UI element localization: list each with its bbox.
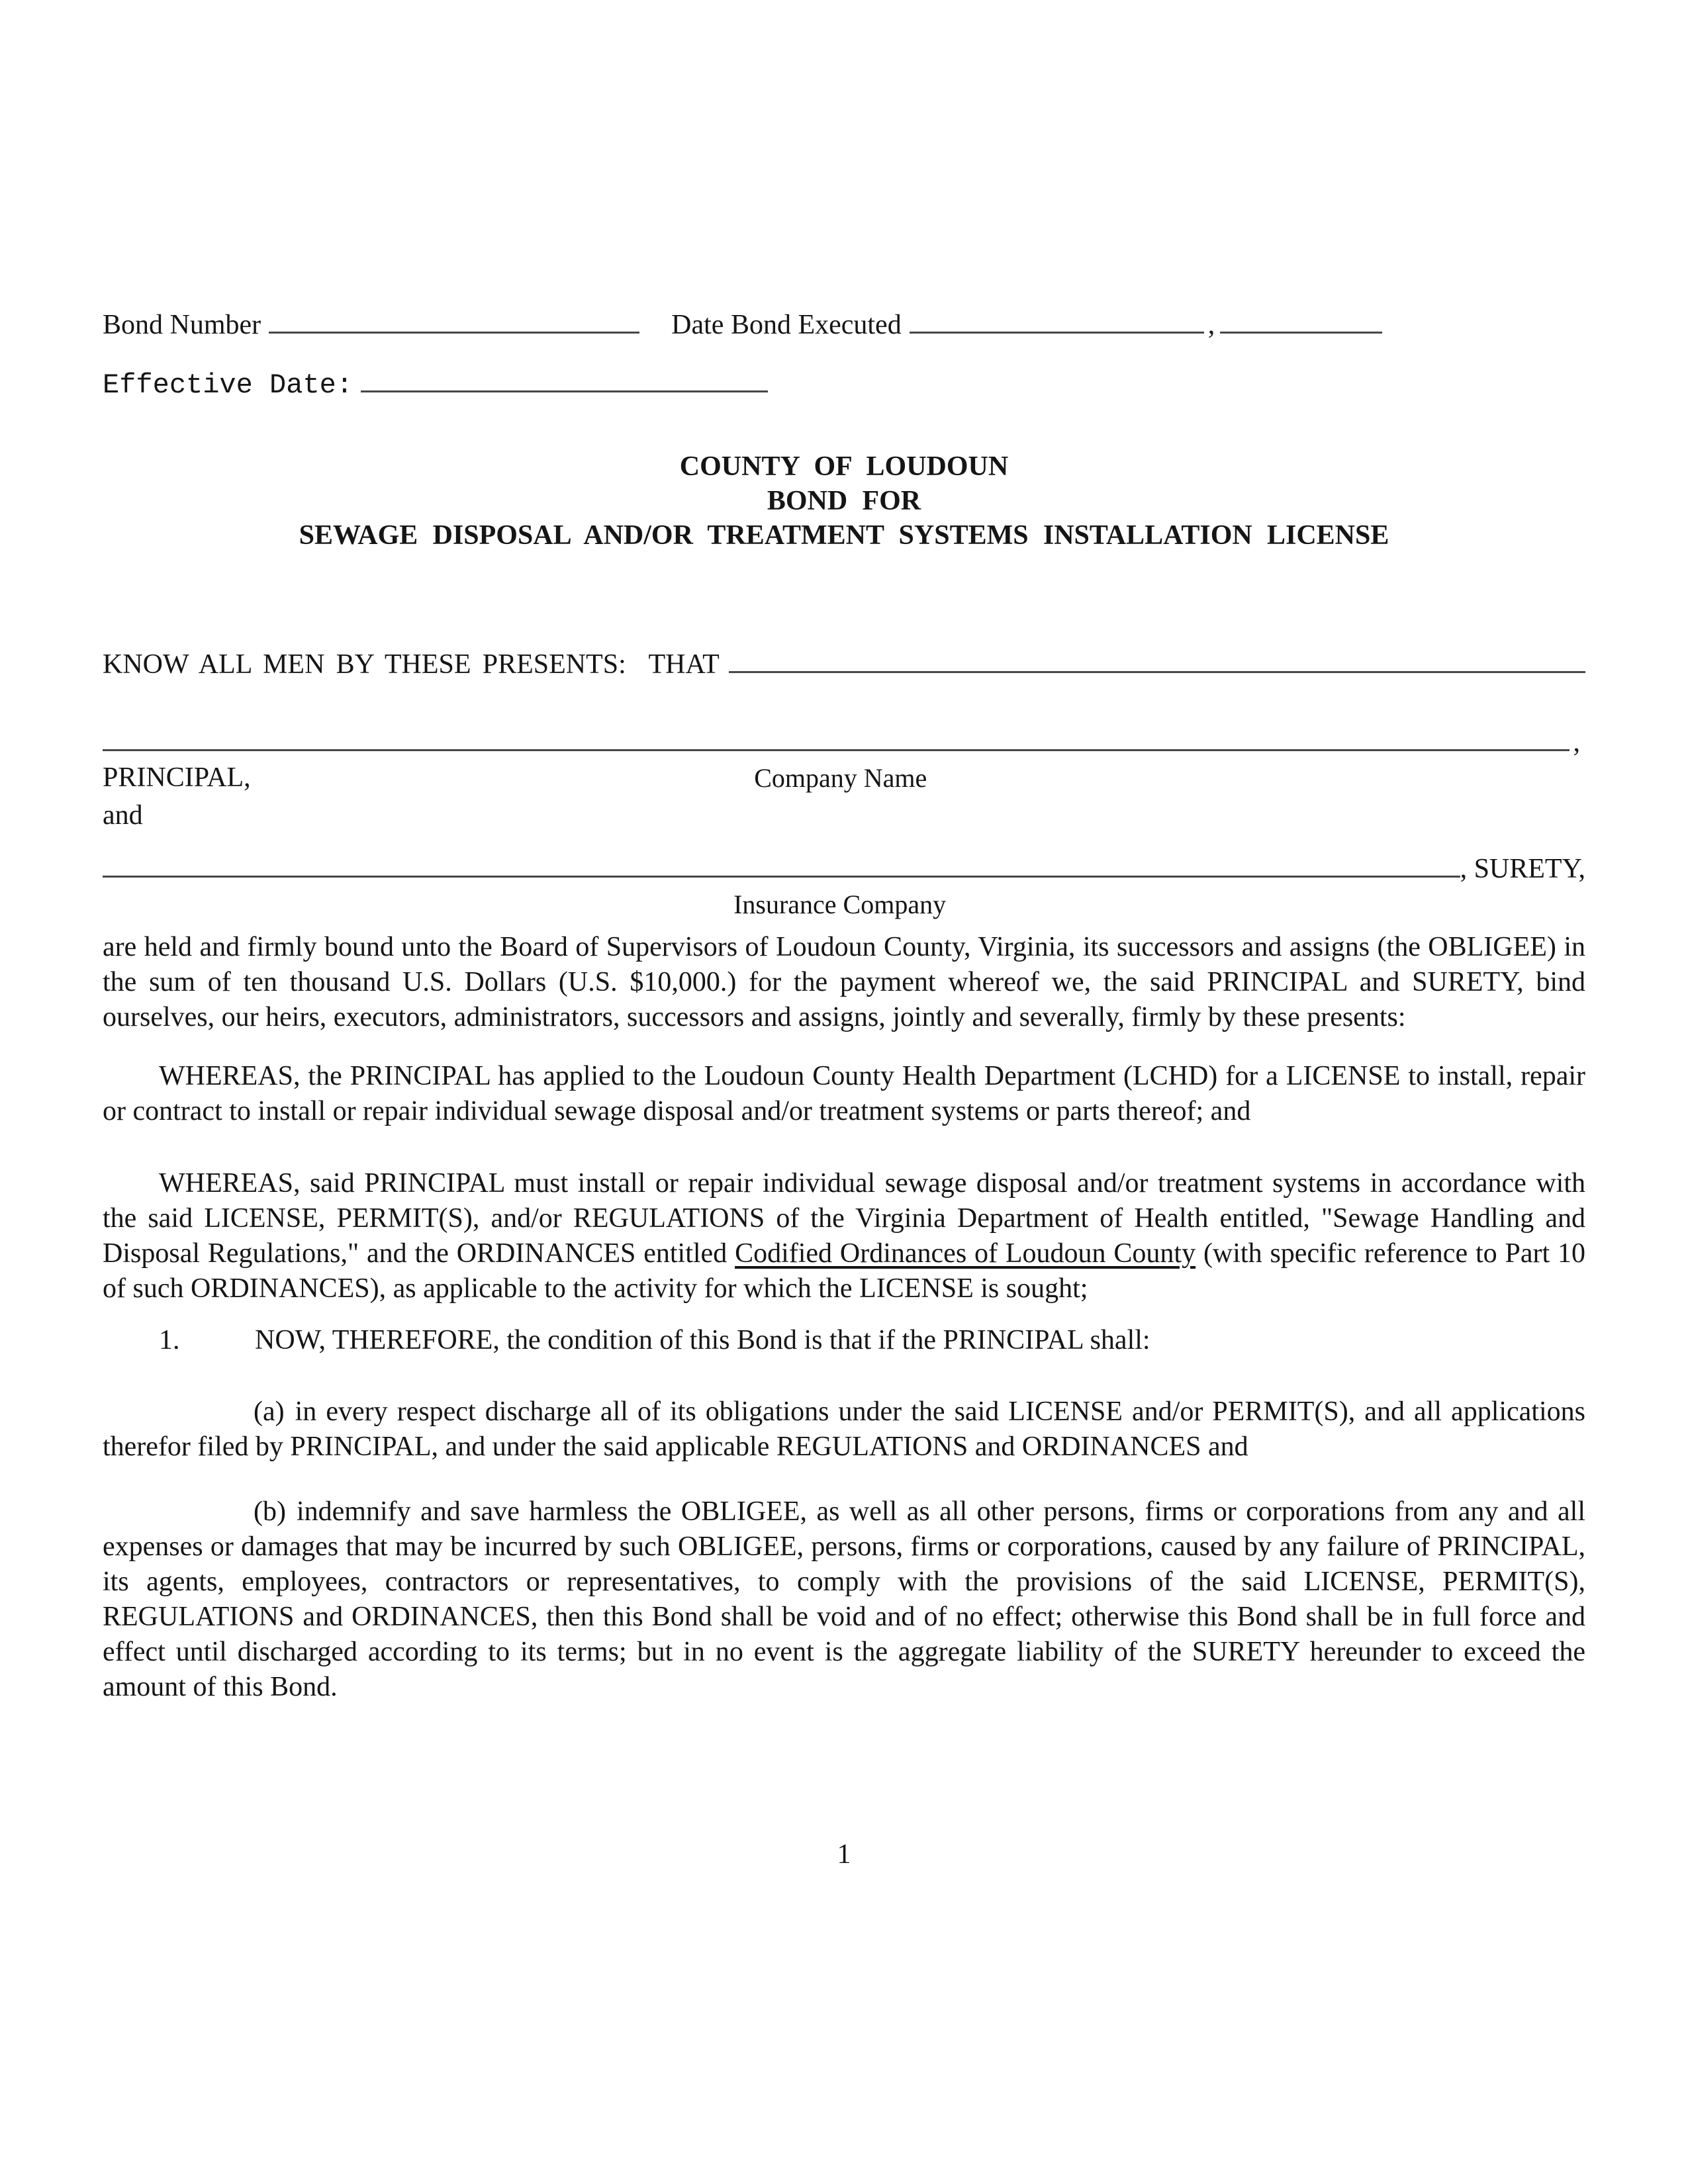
date-bond-executed-label: Date Bond Executed [671, 310, 902, 340]
document-title [103, 449, 1585, 553]
company-name-caption: Company Name [754, 763, 927, 793]
title-line-2: BOND FOR [767, 486, 921, 516]
paragraph-whereas-1: WHEREAS, the PRINCIPAL has applied to the Loudoun County Health Department (LCHD) for a LICENSE to install, repair or contract to install or repair individual sewage disposal and/or treatment systems or parts thereof; and [103, 1061, 1585, 1126]
surety-label: , SURETY, [1460, 854, 1585, 884]
whereas-2-text-start: WHEREAS, said PRINCIPAL must install or repair individual sewage disposal and/or treatment systems in accordance with the said LICENSE, PERMIT(S), and/or REGULATIONS of the Virginia Department of Health entitled, "Sewage Handling and Disposal Regulations," and the ORDINANCES entitled [103, 1168, 1585, 1269]
principal-company-field[interactable] [103, 723, 1570, 751]
and-label: and [103, 800, 143, 831]
surety-row [103, 850, 1585, 887]
principal-company-row [103, 723, 1585, 760]
clause-b-text: indemnify and save harmless the OBLIGEE, as well as all other persons, firms or corporations from any and all expenses or damages that may be incurred by such OBLIGEE, persons, firms or corporations, caused by any failure of PRINCIPAL, its agents, employees, contractors or representatives, to comply with the provisions of the said LICENSE, PERMIT(S), REGULATIONS and ORDINANCES, then this Bond shall be void and of no effect; otherwise this Bond shall be in full force and effect until discharged according to its terms; but in no event is the aggregate liability of the SURETY hereunder to exceed the amount of this Bond. [103, 1496, 1585, 1702]
principal-name-field[interactable] [729, 645, 1585, 673]
bond-number-field[interactable] [269, 306, 639, 334]
header-row-bond [103, 306, 1585, 343]
and-row [103, 798, 1585, 833]
effective-date-field[interactable] [361, 365, 768, 392]
clause-a-text: in every respect discharge all of its obligations under the said LICENSE and/or PERMIT(S), and all applications therefor filed by PRINCIPAL, and under the said applicable REGULATIONS and ORDINANCES and [103, 1396, 1585, 1462]
effective-date-label: Effective Date: [103, 369, 353, 401]
principal-line-comma: , [1573, 727, 1580, 758]
clause-1 [103, 1323, 1585, 1358]
paragraph-bound: are held and firmly bound unto the Board of Supervisors of Loudoun County, Virginia, its successors and assigns (the OBLIGEE) in the sum of ten thousand U.S. Dollars (U.S. $10,000.) for the payment whereof we, the said PRINCIPAL and SURETY, bind ourselves, our heirs, executors, administrators, successors and assigns, jointly and severally, firmly by these presents: [103, 932, 1585, 1032]
insurance-company-caption: Insurance Company [733, 889, 947, 919]
clause-1-text: NOW, THEREFORE, the condition of this Bond is that if the PRINCIPAL shall: [255, 1325, 1150, 1355]
surety-company-field[interactable] [103, 850, 1460, 878]
bond-number-label: Bond Number [103, 310, 261, 340]
title-line-3: SEWAGE DISPOSAL AND/OR TREATMENT SYSTEMS INSTALLATION LICENSE [299, 520, 1389, 551]
paragraph-whereas-2 [103, 1166, 1585, 1306]
clause-b-label: (b) [254, 1496, 286, 1527]
date-year-field[interactable] [1220, 306, 1382, 334]
clause-a [103, 1394, 1585, 1465]
clause-b [103, 1494, 1585, 1705]
principal-label: PRINCIPAL, [103, 762, 251, 793]
whereas-2-text-end: (with specific reference to Part 10 of such ORDINANCES), as applicable to the activity for which the LICENSE is sought; [103, 1238, 1585, 1304]
know-clause-text: KNOW ALL MEN BY THESE PRESENTS: THAT [103, 649, 720, 680]
title-line-1: COUNTY OF LOUDOUN [679, 451, 1009, 482]
whereas-2-underlined-phrase: Codified Ordinances of Loudoun County [735, 1238, 1196, 1269]
know-clause-row [103, 645, 1585, 682]
header-row-effective-date [103, 365, 1585, 403]
page-number: 1 [837, 1839, 851, 1870]
principal-caption-row [103, 760, 1585, 796]
date-comma: , [1207, 310, 1215, 340]
clause-a-label: (a) [254, 1396, 285, 1427]
surety-caption-row [103, 887, 1585, 922]
date-bond-executed-field[interactable] [910, 306, 1204, 334]
clause-1-number: 1. [159, 1325, 180, 1355]
